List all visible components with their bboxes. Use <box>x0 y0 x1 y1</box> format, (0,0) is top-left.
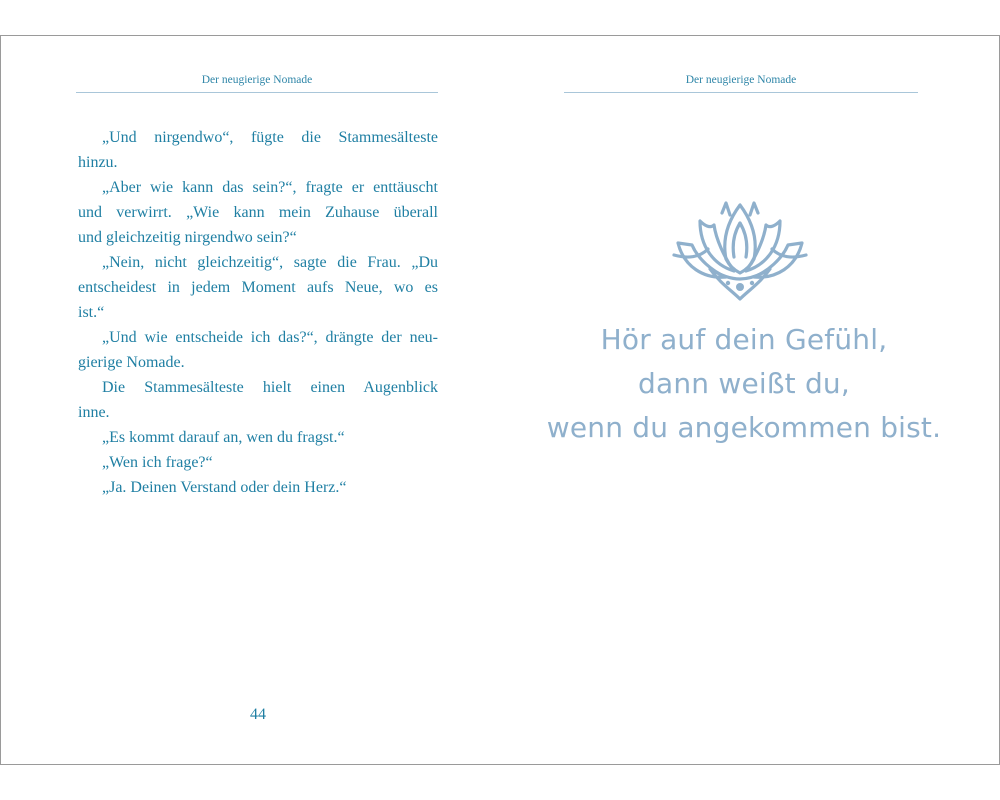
text-line: „Und nirgendwo“, fügte die Stammesälteste <box>102 129 438 146</box>
quote-line: dann weißt du, <box>638 367 850 400</box>
quote-line: Hör auf dein Gefühl, <box>600 323 888 356</box>
body-text <box>78 125 438 500</box>
page-number: 44 <box>250 706 266 723</box>
lotus-icon <box>670 199 810 301</box>
text-line: „Und wie entscheide ich das?“, drängte der neu- <box>102 329 438 346</box>
quote <box>540 318 948 450</box>
left-page <box>1 36 500 764</box>
text-line: und verwirrt. „Wie kann mein Zuhause überall <box>78 204 438 221</box>
text-line: ist.“ <box>78 304 105 321</box>
text-line: „Es kommt darauf an, wen du fragst.“ <box>102 429 345 446</box>
right-page <box>500 36 999 764</box>
text-line: und gleichzeitig nirgendwo sein?“ <box>78 229 297 246</box>
text-line: hinzu. <box>78 154 118 171</box>
book-spread <box>0 35 1000 765</box>
text-line: „Aber wie kann das sein?“, fragte er enttäuscht <box>102 179 438 196</box>
text-line: inne. <box>78 404 110 421</box>
text-line: „Wen ich frage?“ <box>102 454 213 471</box>
text-line: „Nein, nicht gleichzeitig“, sagte die Frau. „Du <box>102 254 438 271</box>
text-line: Die Stammesälteste hielt einen Augenblick <box>102 379 438 396</box>
quote-line: wenn du angekommen bist. <box>546 411 942 444</box>
running-head-right: Der neugierige Nomade <box>564 74 918 93</box>
text-line: „Ja. Deinen Verstand oder dein Herz.“ <box>102 479 347 496</box>
text-line: gierige Nomade. <box>78 354 185 371</box>
running-head-left: Der neugierige Nomade <box>76 74 438 93</box>
text-line: entscheidest in jedem Moment aufs Neue, wo es <box>78 279 438 296</box>
